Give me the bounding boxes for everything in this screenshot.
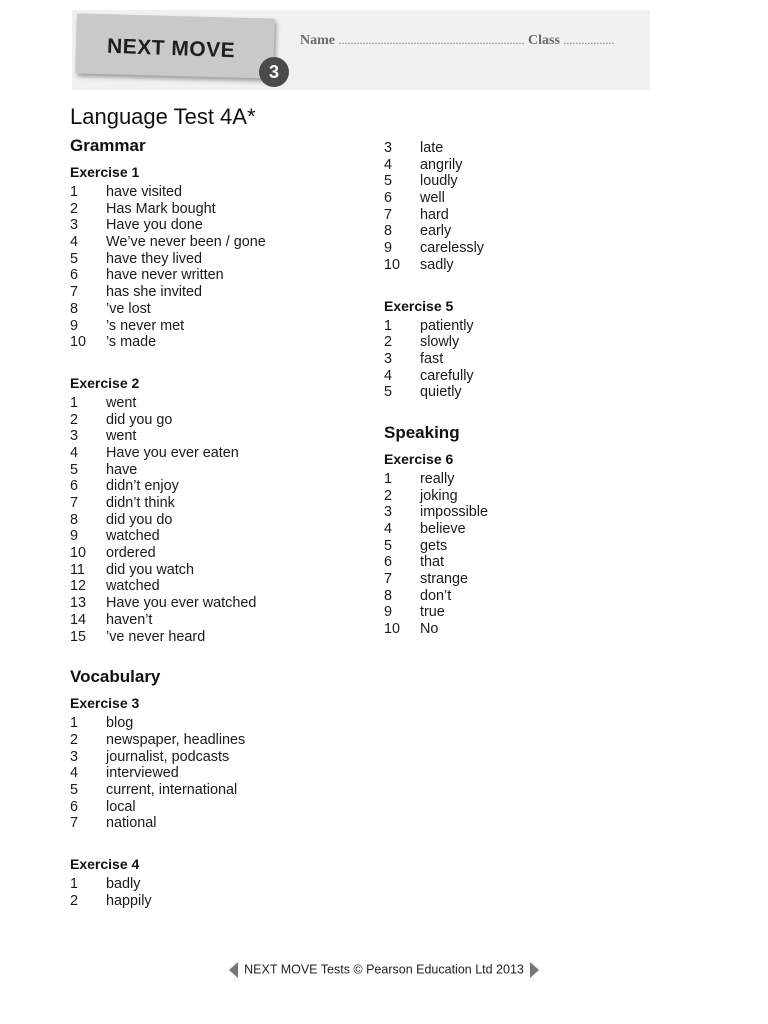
answer-number: 7 — [384, 571, 393, 588]
answer-item — [384, 604, 684, 621]
answer-text: national — [106, 815, 157, 832]
name-line: .............................................................. — [338, 33, 525, 47]
exercise-3-answers — [70, 715, 370, 832]
grammar-heading: Grammar — [70, 136, 146, 155]
answer-number: 1 — [70, 876, 79, 892]
answer-number: 1 — [70, 715, 79, 732]
answer-number: 5 — [384, 173, 393, 190]
answer-item — [70, 732, 370, 749]
answer-item — [384, 538, 684, 555]
answer-item — [70, 612, 370, 629]
answer-text: did you do — [106, 511, 173, 528]
answer-text: Have you ever eaten — [106, 444, 239, 461]
answer-item — [384, 334, 684, 351]
answer-number: 14 — [70, 611, 87, 628]
answer-number: 2 — [70, 411, 79, 428]
answer-number: 11 — [70, 561, 85, 578]
answer-item — [384, 207, 684, 224]
exercise-4-answers-part2 — [384, 140, 684, 274]
answer-number: 9 — [70, 528, 79, 545]
answer-text: Have you done — [106, 217, 203, 234]
answer-text: didn’t think — [106, 495, 175, 511]
answer-number: 1 — [384, 317, 393, 334]
name-label: Name — [300, 33, 335, 48]
answer-text: slowly — [420, 334, 460, 351]
answer-number: 15 — [70, 628, 87, 645]
answer-text: carefully — [420, 367, 474, 384]
answer-text: well — [420, 190, 445, 207]
answer-item — [70, 528, 370, 545]
answer-item — [70, 301, 370, 318]
answer-text: angrily — [420, 156, 463, 173]
exercise-6-title: Exercise 6 — [384, 450, 454, 467]
answer-number: 2 — [384, 334, 393, 351]
answer-text: impossible — [420, 504, 488, 521]
answer-text: didn’t enjoy — [106, 478, 179, 495]
answer-item — [384, 173, 684, 190]
answer-number: 10 — [384, 621, 401, 638]
answer-number: 7 — [70, 495, 79, 511]
answer-item — [70, 893, 370, 910]
answer-number: 5 — [384, 384, 393, 401]
answer-text: have visited — [106, 184, 182, 200]
answer-text: went — [106, 394, 137, 411]
answer-text: ’s made — [106, 334, 157, 351]
answer-text: blog — [106, 715, 134, 732]
answer-number: 4 — [70, 234, 79, 251]
answer-number: 9 — [70, 317, 79, 334]
answer-text: late — [420, 140, 444, 156]
answer-number: 7 — [70, 815, 79, 832]
answer-item — [384, 521, 684, 538]
answer-number: 2 — [70, 200, 79, 217]
answer-text: newspaper, headlines — [106, 731, 246, 748]
answer-number: 7 — [70, 284, 79, 301]
answer-item — [70, 217, 370, 234]
level-badge: 3 — [259, 57, 289, 87]
answer-number: 12 — [70, 578, 87, 595]
answer-item — [70, 267, 370, 284]
answer-text: patiently — [420, 317, 474, 334]
answer-text: joking — [420, 487, 458, 504]
answer-number: 8 — [384, 587, 393, 604]
answer-text: quietly — [420, 384, 462, 401]
answer-text: happily — [106, 892, 152, 909]
answer-item — [384, 588, 684, 605]
answer-number: 5 — [70, 461, 79, 478]
answer-text: We’ve never been / gone — [106, 234, 266, 251]
answer-text: did you watch — [106, 561, 194, 578]
answer-text: Have you ever watched — [106, 595, 257, 612]
answer-text: current, international — [106, 781, 238, 798]
answer-number: 3 — [384, 140, 393, 156]
answer-text: went — [106, 428, 137, 445]
logo: NEXT MOVE — [106, 34, 236, 63]
answer-number: 4 — [384, 156, 393, 173]
answer-number: 1 — [70, 394, 79, 411]
answer-number: 1 — [70, 184, 79, 200]
answer-number: 10 — [70, 545, 87, 562]
answer-item — [70, 782, 370, 799]
answer-text: watched — [106, 528, 160, 545]
answer-text: true — [420, 604, 445, 621]
answer-item — [70, 445, 370, 462]
answer-number: 1 — [384, 470, 393, 487]
answer-text: Has Mark bought — [106, 200, 216, 217]
answer-item — [70, 412, 370, 429]
answer-number: 4 — [384, 367, 393, 384]
answer-item — [384, 157, 684, 174]
speaking-heading: Speaking — [384, 422, 460, 442]
answer-number: 6 — [70, 267, 79, 284]
answer-item — [384, 240, 684, 257]
answer-item — [70, 799, 370, 816]
answer-item — [70, 234, 370, 251]
answer-text: haven’t — [106, 611, 153, 628]
answer-text: gets — [420, 537, 448, 554]
exercise-1-answers — [70, 184, 370, 351]
answer-text: ’ve never heard — [106, 628, 206, 645]
answer-number: 4 — [70, 444, 79, 461]
answer-item — [70, 749, 370, 766]
answer-number: 8 — [70, 300, 79, 317]
answer-number: 8 — [70, 511, 79, 528]
answer-number: 3 — [384, 350, 393, 367]
class-line: ................. — [563, 33, 615, 47]
answer-item — [384, 488, 684, 505]
left-column — [70, 136, 370, 909]
exercise-5-title: Exercise 5 — [384, 297, 454, 314]
answer-text: ’ve lost — [106, 300, 151, 317]
answer-number: 10 — [70, 334, 87, 351]
answer-text: carelessly — [420, 240, 484, 257]
answer-item — [384, 351, 684, 368]
exercise-6-answers — [384, 471, 684, 638]
answer-text: have they lived — [106, 250, 202, 267]
answer-item — [384, 471, 684, 488]
answer-text: fast — [420, 350, 444, 367]
answer-number: 9 — [384, 604, 393, 621]
answer-text: local — [106, 798, 136, 815]
answer-number: 2 — [384, 487, 393, 504]
next-arrow-icon — [530, 962, 539, 978]
exercise-4-answers-part1 — [70, 876, 370, 909]
answer-number: 3 — [70, 748, 79, 765]
answer-item — [384, 257, 684, 274]
answer-text: has she invited — [106, 284, 202, 301]
answer-text: loudly — [420, 173, 458, 190]
answer-item — [70, 201, 370, 218]
answer-item — [70, 395, 370, 412]
exercise-5-answers — [384, 318, 684, 401]
answer-item — [70, 512, 370, 529]
vocabulary-heading: Vocabulary — [70, 667, 161, 687]
answer-number: 6 — [70, 478, 79, 495]
answer-text: have never written — [106, 267, 224, 284]
right-column — [384, 140, 684, 638]
answer-item — [70, 318, 370, 335]
answer-text: hard — [420, 206, 449, 223]
answer-item — [70, 815, 370, 832]
answer-item — [70, 478, 370, 495]
answer-text: watched — [106, 578, 160, 595]
answer-text: have — [106, 461, 138, 478]
answer-item — [70, 334, 370, 351]
answer-item — [70, 462, 370, 479]
answer-item — [70, 545, 370, 562]
answer-number: 2 — [70, 731, 79, 748]
answer-item — [70, 578, 370, 595]
answer-item — [384, 554, 684, 571]
answer-number: 7 — [384, 206, 393, 223]
answer-number: 3 — [70, 428, 79, 445]
answer-number: 5 — [384, 537, 393, 554]
answer-number: 6 — [384, 554, 393, 571]
answer-number: 3 — [70, 217, 79, 234]
answer-item — [70, 765, 370, 782]
answer-text: journalist, podcasts — [106, 748, 230, 765]
answer-item — [384, 621, 684, 638]
answer-item — [384, 571, 684, 588]
footer — [0, 962, 768, 978]
answer-item — [384, 140, 684, 157]
page-title: Language Test 4A* — [70, 104, 256, 129]
answer-item — [70, 595, 370, 612]
exercise-1-title: Exercise 1 — [70, 164, 140, 180]
answer-number: 6 — [70, 798, 79, 815]
name-class-field — [300, 33, 614, 49]
answer-item — [384, 223, 684, 240]
answer-item — [384, 504, 684, 521]
answer-number: 5 — [70, 250, 79, 267]
answer-item — [70, 495, 370, 512]
answer-text: did you go — [106, 411, 173, 428]
answer-item — [384, 190, 684, 207]
answer-item — [70, 562, 370, 579]
answer-item — [384, 384, 684, 401]
exercise-4-title: Exercise 4 — [70, 856, 140, 872]
answer-number: 9 — [384, 240, 393, 257]
exercise-3-title: Exercise 3 — [70, 695, 140, 712]
answer-number: 8 — [384, 223, 393, 240]
answer-item — [384, 368, 684, 385]
answer-text: badly — [106, 876, 141, 892]
answer-number: 4 — [384, 521, 393, 537]
answer-number: 13 — [70, 595, 87, 612]
exercise-2-title: Exercise 2 — [70, 374, 140, 391]
answer-text: interviewed — [106, 765, 179, 782]
answer-text: don’t — [420, 587, 452, 604]
answer-text: early — [420, 223, 452, 240]
answer-text: really — [420, 470, 455, 487]
exercise-2-answers — [70, 395, 370, 645]
answer-number: 3 — [384, 504, 393, 521]
answer-number: 4 — [70, 765, 79, 782]
answer-number: 2 — [70, 892, 79, 909]
answer-number: 6 — [384, 190, 393, 207]
answer-text: sadly — [420, 256, 454, 273]
previous-arrow-icon — [229, 962, 238, 978]
answer-item — [70, 715, 370, 732]
answer-item — [70, 184, 370, 201]
answer-text: ordered — [106, 545, 156, 562]
footer-text: NEXT MOVE Tests © Pearson Education Ltd 2013 — [244, 962, 524, 977]
class-label: Class — [528, 33, 560, 48]
answer-number: 10 — [384, 256, 401, 273]
answer-text: believe — [420, 521, 466, 537]
answer-text: No — [420, 621, 439, 638]
answer-item — [384, 318, 684, 335]
answer-item — [70, 251, 370, 268]
answer-text: ’s never met — [106, 317, 185, 334]
answer-item — [70, 284, 370, 301]
answer-text: that — [420, 554, 445, 571]
answer-item — [70, 629, 370, 646]
answer-text: strange — [420, 571, 468, 588]
answer-item — [70, 428, 370, 445]
answer-number: 5 — [70, 781, 79, 798]
answer-item — [70, 876, 370, 893]
